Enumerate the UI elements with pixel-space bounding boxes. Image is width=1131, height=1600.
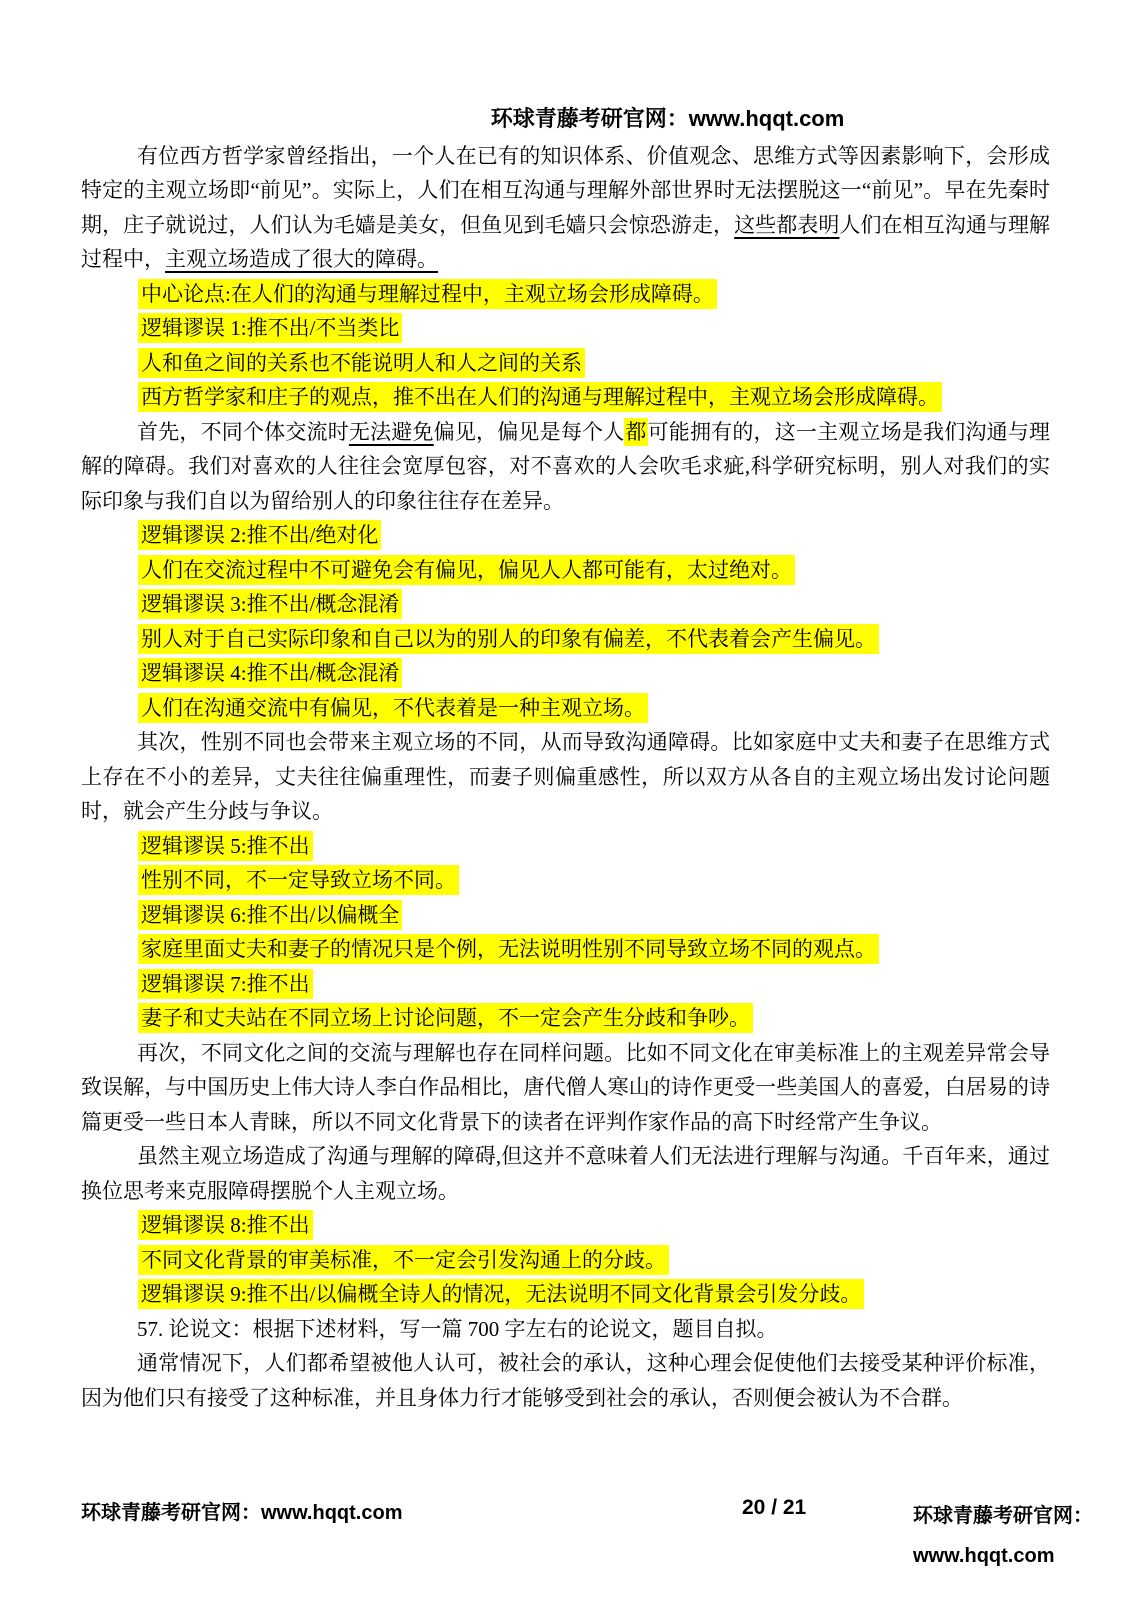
underlined-text: 无法避免: [348, 419, 434, 444]
annotation-line: [138, 587, 1050, 622]
paragraph-conclusion: 虽然主观立场造成了沟通与理解的障碍,但这并不意味着人们无法进行理解与沟通。千百年来，通过换位思考来克服障碍摆脱个人主观立场。: [81, 1144, 1050, 1203]
highlighted-fallacy-9-note: 逻辑谬误 9:推不出/以偏概全诗人的情况，无法说明不同文化背景会引发分歧。: [138, 1279, 864, 1309]
highlighted-fallacy-8-note: 不同文化背景的审美标准，不一定会引发沟通上的分歧。: [138, 1245, 669, 1275]
highlighted-fallacy-5-label: 逻辑谬误 5:推不出: [138, 831, 313, 861]
highlighted-fallacy-6-note: 家庭里面丈夫和妻子的情况只是个例，无法说明性别不同导致立场不同的观点。: [138, 934, 879, 964]
annotation-line: [138, 863, 1050, 898]
paragraph-essay-material: 通常情况下，人们都希望被他人认可，被社会的承认，这种心理会促使他们去接受某种评价标准，因为他们只有接受了这种标准，并且身体力行才能够受到社会的承认，否则便会被认为不合群。: [81, 1351, 1050, 1410]
underlined-text: 主观立场造成了很大的障碍。: [165, 247, 438, 271]
paragraph-intro: [81, 139, 1050, 277]
highlighted-central-thesis: 中心论点:在人们的沟通与理解过程中，主观立场会形成障碍。: [138, 279, 717, 309]
paragraph-text: 首先，不同个体交流时: [137, 419, 349, 444]
highlighted-fallacy-4-note: 人们在沟通交流中有偏见，不代表着是一种主观立场。: [138, 693, 648, 723]
annotation-line: [138, 656, 1050, 691]
annotation-line: [138, 898, 1050, 933]
annotation-line: [138, 1277, 1050, 1312]
annotation-line: [138, 1001, 1050, 1036]
highlighted-fallacy-3-label: 逻辑谬误 3:推不出/概念混淆: [138, 589, 402, 619]
paragraph-third-point: 再次，不同文化之间的交流与理解也存在同样问题。比如不同文化在审美标准上的主观差异常会导致误解，与中国历史上伟大诗人李白作品相比，唐代僧人寒山的诗作更受一些美国人的喜爱，白居易的诗篇更受一些日本人青睐，所以不同文化背景下的读者在评判作家作品的高下时经常产生争议。: [81, 1040, 1050, 1134]
footer-site-label-right: [913, 1496, 1093, 1576]
paragraph-second-point: 其次，性别不同也会带来主观立场的不同，从而导致沟通障碍。比如家庭中丈夫和妻子在思维方式上存在不小的差异，丈夫往往偏重理性，而妻子则偏重感性，所以双方从各自的主观立场出发讨论问题时，就会产生分歧与争议。: [81, 730, 1050, 823]
highlighted-fallacy-5-note: 性别不同，不一定导致立场不同。: [138, 865, 459, 895]
paragraph-first-point: [81, 415, 1050, 519]
highlighted-fallacy-6-label: 逻辑谬误 6:推不出/以偏概全: [138, 900, 402, 930]
footer-right-line2: www.hqqt.com: [913, 1545, 1055, 1567]
annotation-line: [138, 1243, 1050, 1278]
annotation-line: [138, 932, 1050, 967]
highlighted-fallacy-2-note: 人们在交流过程中不可避免会有偏见，偏见人人都可能有，太过绝对。: [138, 555, 795, 585]
annotation-line: [138, 346, 1050, 381]
page-number: 20 / 21: [742, 1496, 807, 1519]
footer-site-label-left: 环球青藤考研官网：www.hqqt.com: [81, 1502, 403, 1524]
highlighted-fallacy-1-note2: 西方哲学家和庄子的观点，推不出在人们的沟通与理解过程中，主观立场会形成障碍。: [138, 382, 942, 412]
highlighted-fallacy-7-note: 妻子和丈夫站在不同立场上讨论问题，不一定会产生分歧和争吵。: [138, 1003, 753, 1033]
document-body: [81, 102, 1050, 1415]
annotation-line: [138, 553, 1050, 588]
page-header: [183, 102, 1131, 137]
highlighted-fallacy-7-label: 逻辑谬误 7:推不出: [138, 969, 313, 999]
highlighted-fallacy-8-label: 逻辑谬误 8:推不出: [138, 1210, 313, 1240]
header-site-label: 环球青藤考研官网：www.hqqt.com: [490, 106, 845, 131]
annotation-line: [138, 622, 1050, 657]
annotation-line: [138, 1208, 1050, 1243]
annotation-line: [138, 380, 1050, 415]
highlighted-fallacy-4-label: 逻辑谬误 4:推不出/概念混淆: [138, 658, 402, 688]
paragraph-text: 有位西方哲学家曾经指出，一个人在已有的知识体系、价值观念、思维方式等因素影响下，会形成特定的主观立场即“前见”。实际上，人们在相互沟通与理解外部世界时无法摆脱这一“前见”。早在先秦时期，庄子就说过，人们认为毛嫱是美女，但鱼见到毛嫱只会惊恐游走，: [81, 143, 1050, 237]
highlighted-character: 都: [625, 419, 647, 444]
paragraph-text: 偏见，偏见是每个人: [433, 419, 625, 444]
annotation-line: [138, 967, 1050, 1002]
underlined-text: 这些都表明: [734, 212, 840, 237]
highlighted-fallacy-1-note: 人和鱼之间的关系也不能说明人和人之间的关系: [138, 348, 585, 378]
footer-right-line1: 环球青藤考研官网：: [913, 1505, 1093, 1527]
annotation-line: [138, 277, 1050, 312]
annotation-line: [138, 691, 1050, 726]
highlighted-fallacy-2-label: 逻辑谬误 2:推不出/绝对化: [138, 520, 381, 550]
annotation-line: [138, 518, 1050, 553]
annotation-line: [138, 829, 1050, 864]
highlighted-fallacy-1-label: 逻辑谬误 1:推不出/不当类比: [138, 313, 402, 343]
highlighted-fallacy-3-note: 别人对于自己实际印象和自己以为的别人的印象有偏差，不代表着会产生偏见。: [138, 624, 879, 654]
paragraph-text: 人们在相互沟通与理解过程中，: [81, 212, 1051, 271]
paragraph-question-57: 57. 论说文：根据下述材料，写一篇 700 字左右的论说文，题目自拟。: [137, 1316, 778, 1341]
annotation-line: [138, 311, 1050, 346]
paragraph-text: 可能拥有的，这一主观立场是我们沟通与理解的障碍。我们对喜欢的人往往会宽厚包容，对不喜欢的人会吹毛求疵,科学研究标明，别人对我们的实际印象与我们自以为留给别人的印象往往存在差异。: [81, 419, 1051, 513]
